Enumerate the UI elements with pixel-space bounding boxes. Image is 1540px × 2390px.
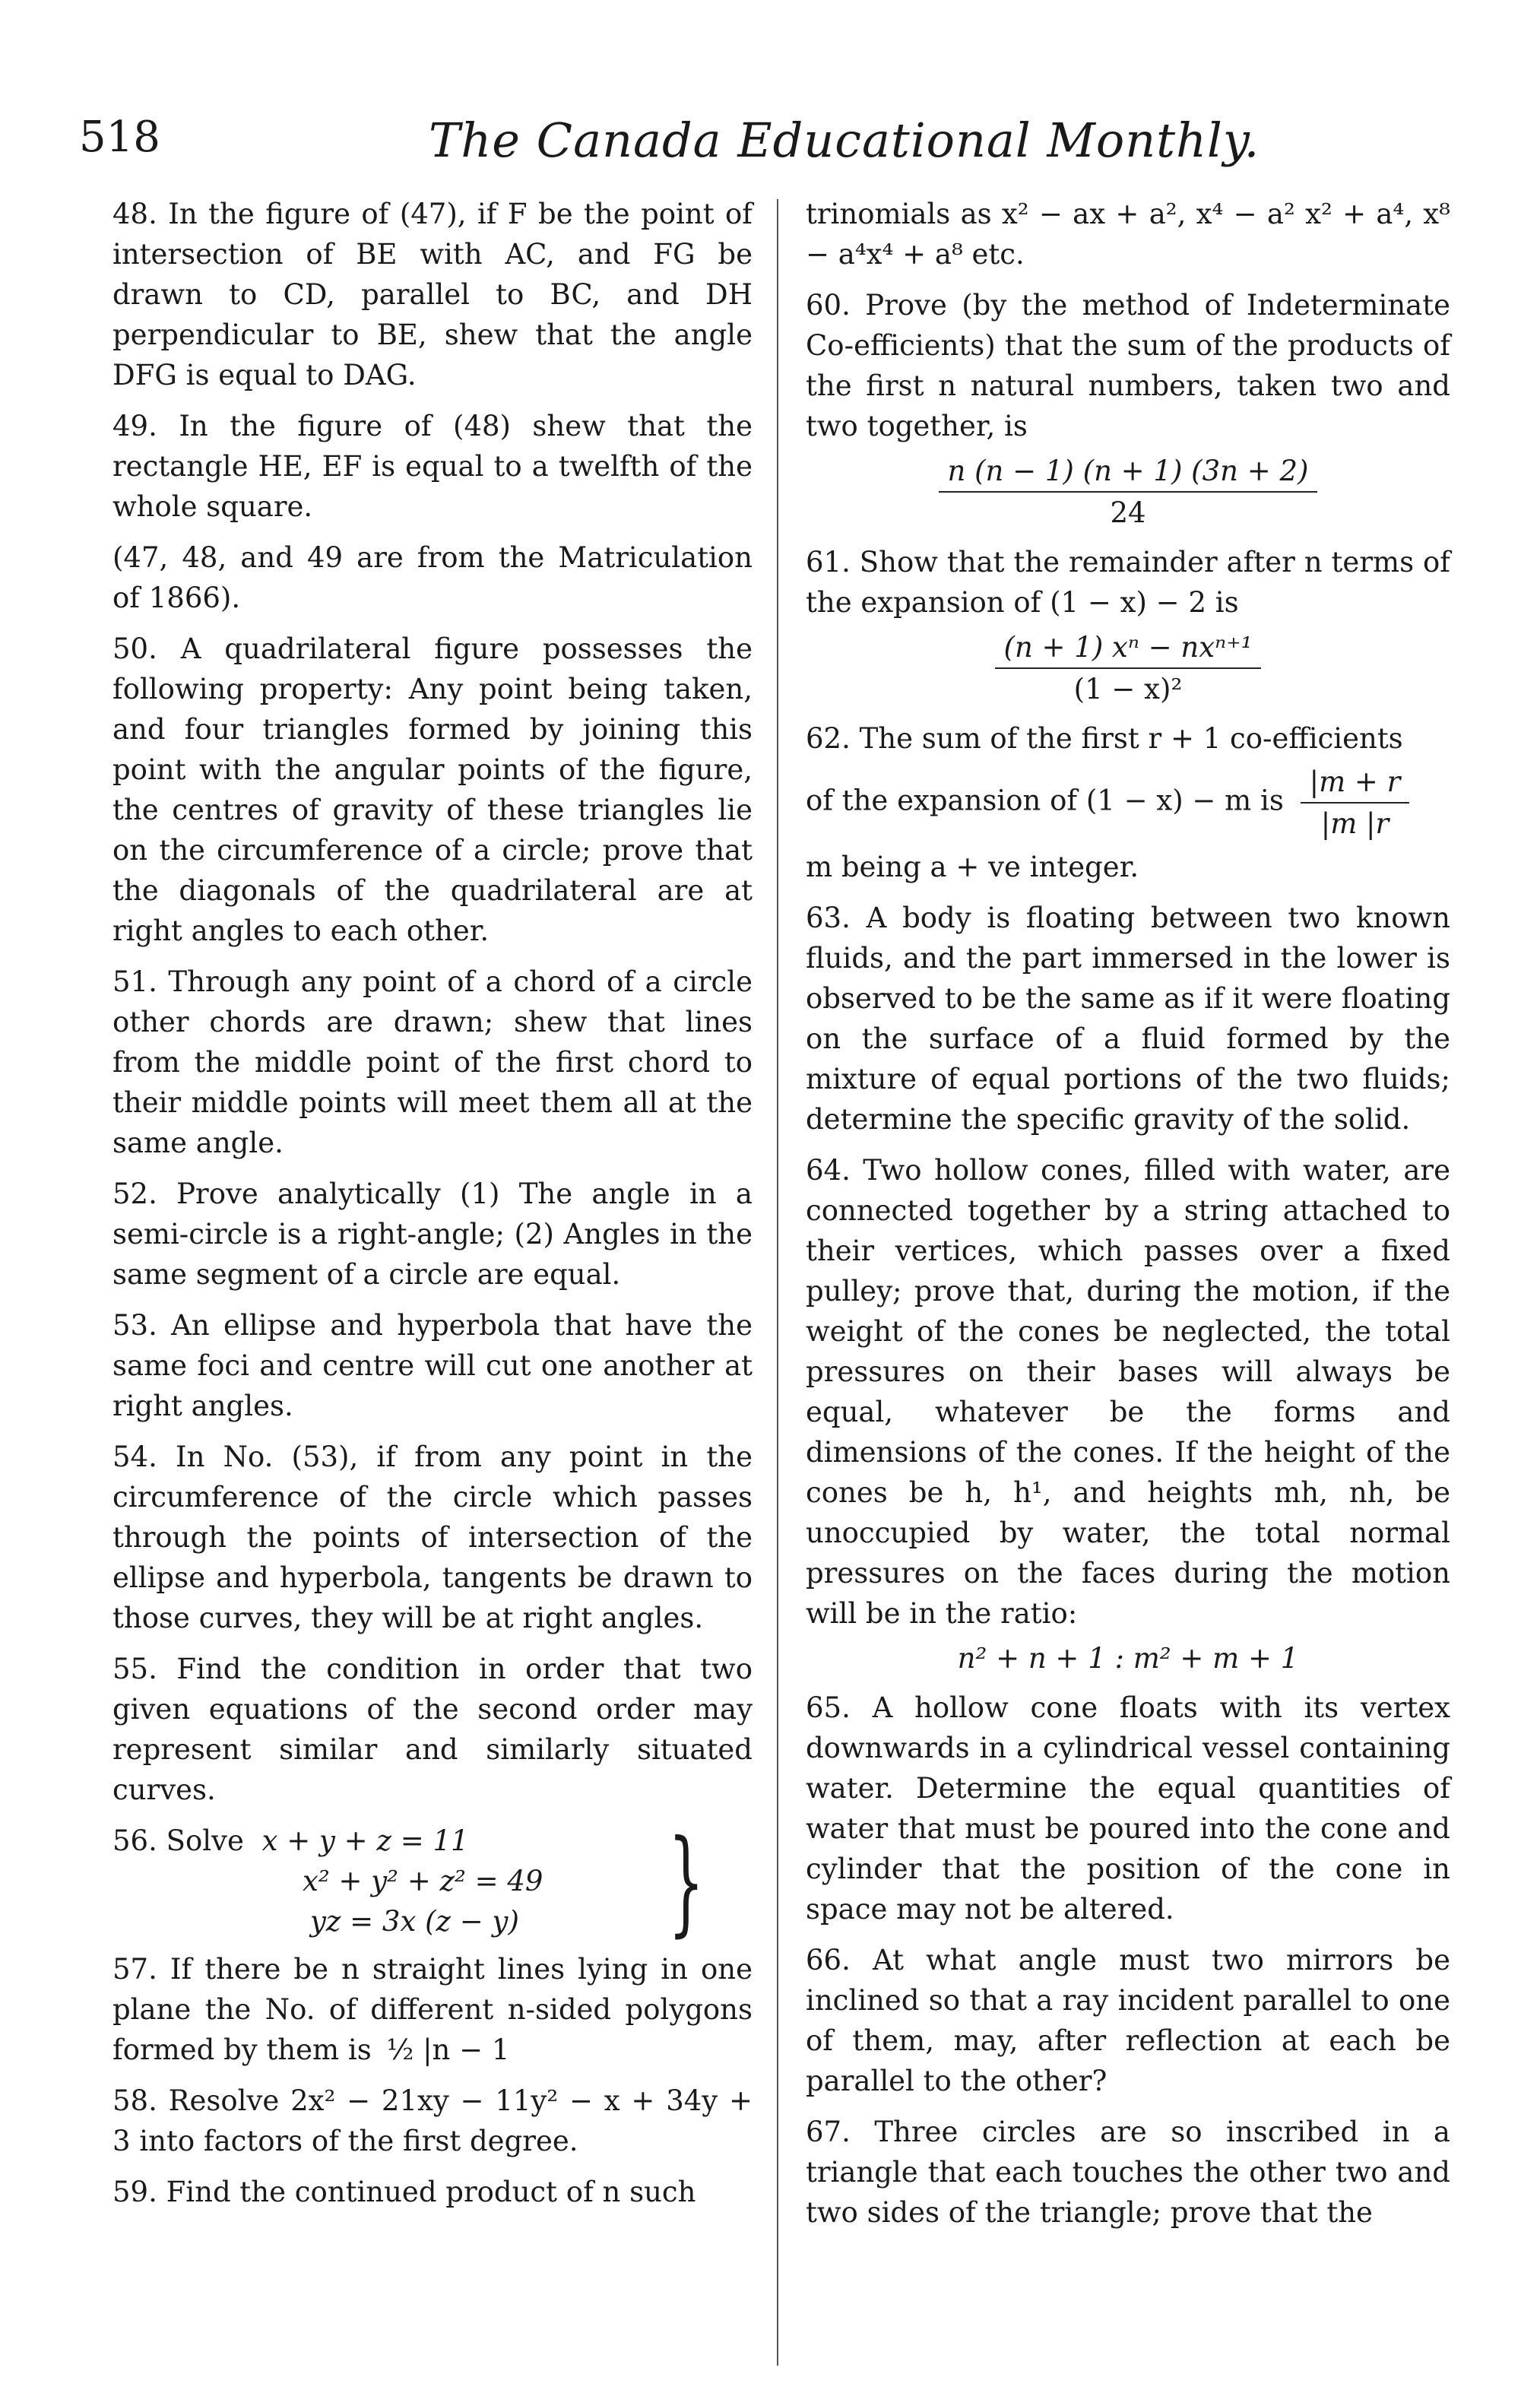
problem-63: 63. A body is floating between two known fluids, and the part immersed in the lower is observed to be the same as if it were floating on the surface of a fluid formed by the mixture of equal portions of the two fluids; determine the specific gravity of the solid. bbox=[806, 902, 1450, 1136]
system-brace: } bbox=[667, 1816, 705, 1948]
problem-62-line3: m being a + ve integer. bbox=[806, 851, 1139, 883]
problem-62-line1: 62. The sum of the first r + 1 co-efficients bbox=[806, 722, 1403, 755]
problem-62-text: of the expansion of (1 − x) − m is bbox=[806, 784, 1284, 817]
problem-56-lead: 56. Solve bbox=[112, 1824, 244, 1857]
problem-50: 50. A quadrilateral figure possesses the following property: Any point being taken, and four triangles formed by joining this point with the angular points of the figure, the centres of gravity of these triangles lie on the circumference of a circle; prove that the diagonals of the quadrilateral are at right angles to each other. bbox=[112, 632, 753, 947]
problem-57 bbox=[112, 1949, 753, 2070]
problem-53: 53. An ellipse and hyperbola that have the same foci and centre will cut one another at right angles. bbox=[112, 1309, 753, 1422]
left-column bbox=[112, 194, 753, 2223]
problem-64: 64. Two hollow cones, filled with water, are connected together by a string attached to their vertices, which passes over a fixed pulley; prove that, during the motion, if the weight of the cones be neglected, the total pressures on their bases will always be equal, whatever be the forms and dimensions of the cones. If the height of the cones be h, h¹, and heights mh, nh, be unoccupied by water, the total normal pressures on the faces during the motion will be in the ratio: bbox=[806, 1154, 1450, 1630]
page-header bbox=[79, 113, 1470, 181]
equation-3: yz = 3x (z − y) bbox=[310, 1905, 519, 1938]
fraction-denominator: |m |r bbox=[1320, 807, 1389, 840]
problem-61-fraction bbox=[806, 627, 1450, 709]
running-title: The Canada Educational Monthly. bbox=[429, 113, 1260, 168]
page-number: 518 bbox=[79, 113, 160, 162]
column-divider bbox=[777, 199, 778, 2366]
problem-49: 49. In the figure of (48) shew that the rectangle HE, EF is equal to a twelfth of the whole square. bbox=[112, 410, 753, 523]
problem-58: 58. Resolve 2x² − 21xy − 11y² − x + 34y + 3 into factors of the first degree. bbox=[112, 2084, 753, 2157]
problem-60-fraction bbox=[806, 451, 1450, 533]
problem-66: 66. At what angle must two mirrors be inclined so that a ray incident parallel to one of them, may, after reflection at each be parallel to the other? bbox=[806, 1944, 1450, 2097]
problem-55: 55. Find the condition in order that two given equations of the second order may represent similar and similarly situated curves. bbox=[112, 1653, 753, 1806]
problem-59-start: 59. Find the continued product of n such bbox=[112, 2176, 696, 2208]
fraction-denominator: (1 − x)² bbox=[1073, 673, 1183, 705]
problem-65: 65. A hollow cone floats with its vertex downwards in a cylindrical vessel containing water. Determine the equal quantities of water that must be poured into the cone and cylinder that the position of the cone in space may not be altered. bbox=[806, 1691, 1450, 1926]
problem-62-line2 bbox=[806, 762, 1450, 844]
right-column bbox=[806, 194, 1450, 2243]
problem-57-text: 57. If there be n straight lines lying in one plane the No. of different n-sided polygons formed by them is bbox=[112, 1953, 753, 2066]
problem-64-ratio: n² + n + 1 : m² + m + 1 bbox=[957, 1642, 1299, 1675]
problem-67: 67. Three circles are so inscribed in a triangle that each touches the other two and two sides of the triangle; prove that the bbox=[806, 2116, 1450, 2229]
problem-52: 52. Prove analytically (1) The angle in a semi-circle is a right-angle; (2) Angles in the same segment of a circle are equal. bbox=[112, 1178, 753, 1291]
problem-54: 54. In No. (53), if from any point in the circumference of the circle which passes through the points of intersection of the ellipse and hyperbola, tangents be drawn to those curves, they will be at right angles. bbox=[112, 1441, 753, 1634]
matriculation-note: (47, 48, and 49 are from the Matriculation of 1866). bbox=[112, 541, 753, 614]
equation-1: x + y + z = 11 bbox=[261, 1824, 469, 1857]
fraction-denominator: 24 bbox=[1110, 496, 1146, 529]
problem-60: 60. Prove (by the method of Indeterminate Co-efficients) that the sum of the products of the first n natural numbers, taken two and two together, is bbox=[806, 289, 1450, 442]
fraction-numerator: (n + 1) xⁿ − nxⁿ⁺¹ bbox=[995, 627, 1262, 669]
fraction-numerator: |m + r bbox=[1301, 762, 1410, 804]
problem-57-formula: ½ |n − 1 bbox=[386, 2033, 510, 2066]
problem-51: 51. Through any point of a chord of a circle other chords are drawn; shew that lines from the middle point of the first chord to their middle points will meet them all at the same angle. bbox=[112, 965, 753, 1159]
problem-59-continued: trinomials as x² − ax + a², x⁴ − a² x² + a⁴, x⁸ − a⁴x⁴ + a⁸ etc. bbox=[806, 198, 1450, 271]
equation-2: x² + y² + z² = 49 bbox=[303, 1865, 543, 1897]
problem-56 bbox=[112, 1816, 753, 1948]
problem-48: 48. In the figure of (47), if F be the point of intersection of BE with AC, and FG be drawn to CD, parallel to BC, and DH perpendicular to BE, shew that the angle DFG is equal to DAG. bbox=[112, 198, 753, 391]
problem-61: 61. Show that the remainder after n terms of the expansion of (1 − x) − 2 is bbox=[806, 546, 1450, 619]
fraction-numerator: n (n − 1) (n + 1) (3n + 2) bbox=[939, 451, 1318, 493]
